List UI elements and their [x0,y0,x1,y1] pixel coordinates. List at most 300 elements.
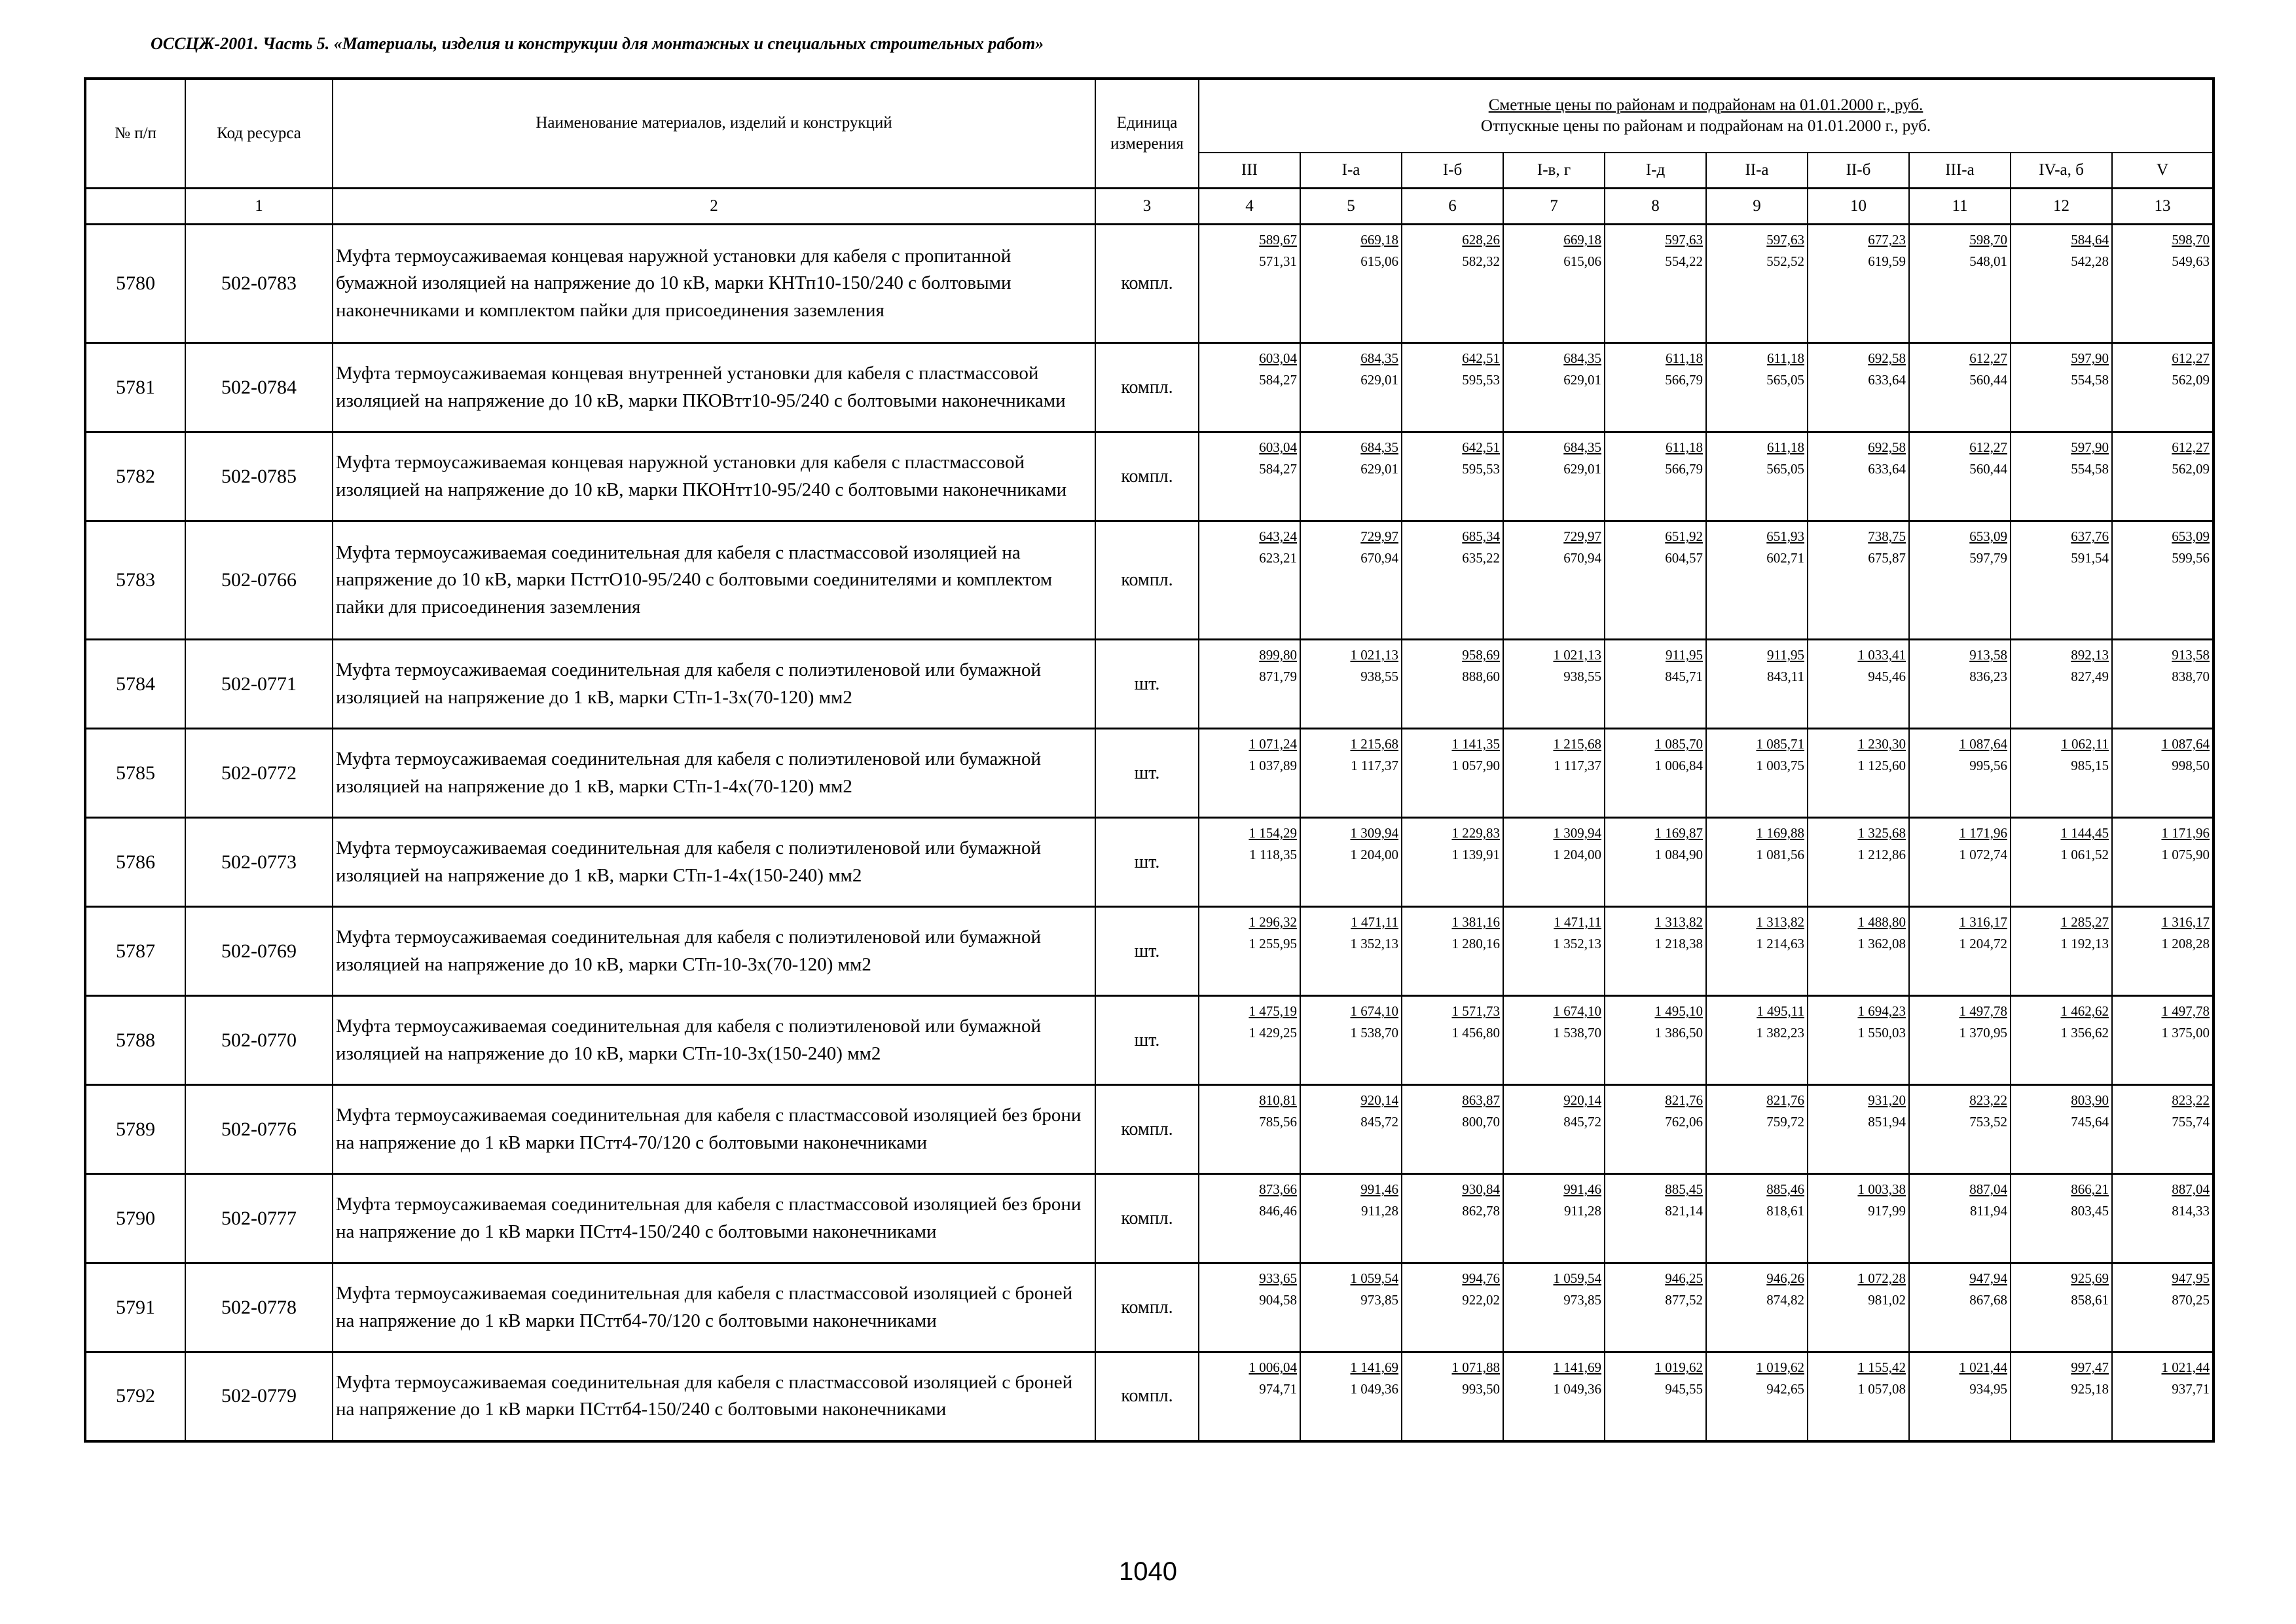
price-cell [1706,432,1808,521]
estimate-price: 958,69 [1462,647,1500,663]
estimate-price: 1 033,41 [1857,647,1906,663]
column-number: 12 [2011,189,2112,225]
release-price: 1 255,95 [1248,935,1297,951]
release-price: 1 204,72 [1959,935,2007,951]
unit-of-measure: шт. [1095,640,1199,729]
price-cell [1808,818,1909,907]
price-cell [1199,996,1300,1085]
release-price: 845,72 [1360,1113,1398,1130]
estimate-price: 685,34 [1462,528,1500,544]
price-cell [1300,640,1402,729]
release-price: 851,94 [1868,1113,1906,1130]
release-price: 1 117,37 [1554,757,1601,773]
price-cell [1402,907,1503,996]
item-name: Муфта термоусаживаемая соединительная для кабеля с пластмассовой изоляцией без брони на напряжение до 1 кВ марки ПСтт4-150/240 с болтовыми наконечниками [333,1174,1095,1263]
price-cell [1909,343,2011,432]
price-cell [1909,1263,2011,1352]
price-cell [1402,343,1503,432]
estimate-price: 930,84 [1462,1181,1500,1197]
release-price: 1 049,36 [1553,1380,1601,1397]
price-cell [1605,1174,1706,1263]
price-cell [1605,1352,1706,1441]
table-row [85,818,2214,907]
estimate-price: 1 019,62 [1756,1359,1804,1375]
release-price: 1 204,00 [1350,846,1398,862]
estimate-price: 913,58 [1969,647,2007,663]
release-price: 981,02 [1868,1291,1906,1308]
estimate-price: 1 155,42 [1857,1359,1906,1375]
estimate-price: 1 144,45 [2060,825,2109,841]
header-code: Код ресурса [185,79,333,189]
estimate-price: 1 694,23 [1857,1003,1906,1019]
unit-of-measure: компл. [1095,432,1199,521]
estimate-price: 1 085,70 [1654,736,1703,752]
release-price: 995,56 [1969,757,2007,773]
release-price: 1 382,23 [1756,1024,1804,1041]
estimate-price: 669,18 [1563,232,1601,248]
table-row [85,1263,2214,1352]
estimate-price: 597,63 [1665,232,1703,248]
estimate-price: 611,18 [1666,439,1703,455]
estimate-price: 991,46 [1360,1181,1398,1197]
price-cell [1706,225,1808,343]
estimate-price: 1 571,73 [1451,1003,1500,1019]
release-price: 904,58 [1259,1291,1297,1308]
release-price: 937,71 [2172,1380,2210,1397]
price-cell [1605,996,1706,1085]
item-name: Муфта термоусаживаемая соединительная для кабеля с полиэтиленовой или бумажной изоляцией на напряжение до 10 кВ, марки СТп-10-3х(150-240) мм2 [333,996,1095,1085]
release-price: 973,85 [1360,1291,1398,1308]
estimate-price: 920,14 [1360,1092,1398,1108]
row-number: 5787 [85,907,185,996]
header-release-prices: Отпускные цены по районам и подрайонам на 01.01.2000 г., руб. [1480,117,1931,135]
release-price: 554,58 [2071,371,2109,388]
price-cell [2011,1352,2112,1441]
price-cell [1503,521,1605,640]
price-cell [1808,1352,1909,1441]
price-cell [1909,640,2011,729]
release-price: 1 280,16 [1451,935,1500,951]
release-price: 1 208,28 [2161,935,2210,951]
release-price: 549,63 [2172,253,2210,269]
estimate-price: 1 141,69 [1350,1359,1398,1375]
release-price: 922,02 [1462,1291,1500,1308]
price-cell [1909,907,2011,996]
price-cell [1199,343,1300,432]
release-price: 785,56 [1259,1113,1297,1130]
price-cell [1503,1352,1605,1441]
release-price: 629,01 [1563,460,1601,477]
price-cell [1909,225,2011,343]
estimate-price: 946,25 [1665,1270,1703,1286]
resource-code: 502-0785 [185,432,333,521]
price-cell [1909,818,2011,907]
estimate-price: 684,35 [1360,439,1398,455]
price-cell [1199,729,1300,818]
estimate-price: 612,27 [1969,350,2007,366]
estimate-price: 1 021,13 [1553,647,1601,663]
release-price: 938,55 [1360,668,1398,684]
page-number: 1040 [1119,1557,1177,1586]
price-cell [1808,640,1909,729]
release-price: 562,09 [2172,371,2210,388]
release-price: 591,54 [2071,549,2109,566]
table-row [85,1174,2214,1263]
price-cell [2011,343,2112,432]
price-cell [2112,343,2214,432]
release-price: 1 456,80 [1451,1024,1500,1041]
resource-code: 502-0783 [185,225,333,343]
estimate-price: 997,47 [2071,1359,2109,1375]
release-price: 1 057,08 [1857,1380,1906,1397]
column-number: 6 [1402,189,1503,225]
release-price: 554,22 [1665,253,1703,269]
price-cell [1199,818,1300,907]
price-cell [1402,818,1503,907]
release-price: 1 550,03 [1857,1024,1906,1041]
column-number: 4 [1199,189,1300,225]
estimate-price: 899,80 [1259,647,1297,663]
release-price: 818,61 [1766,1202,1804,1219]
release-price: 1 204,00 [1553,846,1601,862]
release-price: 1 081,56 [1756,846,1804,862]
price-cell [1300,343,1402,432]
unit-of-measure: компл. [1095,225,1199,343]
estimate-price: 598,70 [1969,232,2007,248]
price-cell [1706,343,1808,432]
price-cell [1402,996,1503,1085]
estimate-price: 1 316,17 [1959,914,2007,930]
price-cell [1199,907,1300,996]
estimate-price: 1 285,27 [2060,914,2109,930]
price-cell [2011,225,2112,343]
item-name: Муфта термоусаживаемая соединительная для кабеля с полиэтиленовой или бумажной изоляцией на напряжение до 10 кВ, марки СТп-10-3х(70-120) мм2 [333,907,1095,996]
table-row [85,1352,2214,1441]
price-cell [1605,343,1706,432]
price-cell [1402,225,1503,343]
resource-code: 502-0773 [185,818,333,907]
estimate-price: 653,09 [2172,528,2210,544]
estimate-price: 1 674,10 [1553,1003,1601,1019]
release-price: 552,52 [1766,253,1804,269]
release-price: 554,58 [2071,460,2109,477]
item-name: Муфта термоусаживаемая соединительная для кабеля с полиэтиленовой или бумажной изоляцией на напряжение до 1 кВ, марки СТп-1-3х(70-120) мм2 [333,640,1095,729]
release-price: 1 386,50 [1654,1024,1703,1041]
price-cell [1909,1085,2011,1174]
release-price: 623,21 [1259,549,1297,566]
price-cell [1706,640,1808,729]
estimate-price: 991,46 [1563,1181,1601,1197]
estimate-price: 933,65 [1259,1270,1297,1286]
estimate-price: 823,22 [2172,1092,2210,1108]
release-price: 945,55 [1665,1380,1703,1397]
release-price: 911,28 [1361,1202,1398,1219]
price-cell [1503,343,1605,432]
price-cell [2112,640,2214,729]
estimate-price: 887,04 [2172,1181,2210,1197]
release-price: 877,52 [1665,1291,1703,1308]
estimate-price: 863,87 [1462,1092,1500,1108]
estimate-price: 628,26 [1462,232,1500,248]
estimate-price: 612,27 [2172,350,2210,366]
estimate-price: 692,58 [1868,439,1906,455]
release-price: 1 037,89 [1248,757,1297,773]
estimate-price: 887,04 [1969,1181,2007,1197]
estimate-price: 1 087,64 [2161,736,2210,752]
price-cell [1503,818,1605,907]
price-cell [1605,225,1706,343]
price-cell [1300,818,1402,907]
estimate-price: 1 169,88 [1756,825,1804,841]
release-price: 560,44 [1969,460,2007,477]
price-cell [1909,432,2011,521]
release-price: 595,53 [1462,460,1500,477]
release-price: 629,01 [1360,371,1398,388]
estimate-price: 1 471,11 [1554,914,1601,930]
price-cell [1808,225,1909,343]
resource-code: 502-0769 [185,907,333,996]
estimate-price: 946,26 [1766,1270,1804,1286]
price-cell [1808,343,1909,432]
estimate-price: 1 316,17 [2161,914,2210,930]
release-price: 1 075,90 [2161,846,2210,862]
price-cell [1706,818,1808,907]
price-cell [1605,1085,1706,1174]
release-price: 584,27 [1259,371,1297,388]
release-price: 858,61 [2071,1291,2109,1308]
estimate-price: 1 229,83 [1451,825,1500,841]
estimate-price: 821,76 [1766,1092,1804,1108]
price-cell [2112,521,2214,640]
release-price: 565,05 [1766,371,1804,388]
price-cell [1909,729,2011,818]
release-price: 566,79 [1665,460,1703,477]
estimate-price: 947,94 [1969,1270,2007,1286]
column-number: 11 [1909,189,2011,225]
column-number: 8 [1605,189,1706,225]
estimate-price: 1 021,44 [1959,1359,2007,1375]
price-cell [2112,1174,2214,1263]
region-header: I-в, г [1503,153,1605,189]
estimate-price: 642,51 [1462,350,1500,366]
release-price: 602,71 [1766,549,1804,566]
price-cell [1199,1174,1300,1263]
price-cell [2011,432,2112,521]
estimate-price: 885,45 [1665,1181,1703,1197]
price-cell [2112,818,2214,907]
estimate-price: 684,35 [1563,350,1601,366]
release-price: 974,71 [1259,1380,1297,1397]
estimate-price: 1 674,10 [1350,1003,1398,1019]
column-number: 10 [1808,189,1909,225]
table-row [85,343,2214,432]
estimate-price: 931,20 [1868,1092,1906,1108]
table-row [85,996,2214,1085]
release-price: 633,64 [1868,460,1906,477]
region-header: I-б [1402,153,1503,189]
estimate-price: 1 072,28 [1857,1270,1906,1286]
release-price: 1 118,35 [1249,846,1297,862]
price-cell [1706,1174,1808,1263]
release-price: 584,27 [1259,460,1297,477]
release-price: 1 352,13 [1553,935,1601,951]
estimate-price: 1 141,69 [1553,1359,1601,1375]
price-cell [1808,996,1909,1085]
price-cell [1808,907,1909,996]
estimate-price: 1 006,04 [1248,1359,1297,1375]
price-cell [2011,818,2112,907]
price-cell [1503,1085,1605,1174]
row-number: 5784 [85,640,185,729]
release-price: 755,74 [2172,1113,2210,1130]
release-price: 874,82 [1766,1291,1804,1308]
price-cell [1503,640,1605,729]
release-price: 845,71 [1665,668,1703,684]
item-name: Муфта термоусаживаемая соединительная для кабеля с пластмассовой изоляцией на напряжение до 10 кВ, марки ПсттО10-95/240 с болтовыми соединителями и комплектом пайки для присоединения заземления [333,521,1095,640]
price-cell [1300,996,1402,1085]
estimate-price: 1 087,64 [1959,736,2007,752]
price-cell [1503,1174,1605,1263]
estimate-price: 1 021,13 [1350,647,1398,663]
release-price: 911,28 [1564,1202,1601,1219]
item-name: Муфта термоусаживаемая соединительная для кабеля с пластмассовой изоляцией без брони на напряжение до 1 кВ марки ПСтт4-70/120 с болтовыми наконечниками [333,1085,1095,1174]
release-price: 599,56 [2172,549,2210,566]
price-cell [1300,1085,1402,1174]
release-price: 1 049,36 [1350,1380,1398,1397]
price-cell [1199,521,1300,640]
column-number: 9 [1706,189,1808,225]
price-cell [2011,996,2112,1085]
price-cell [1199,640,1300,729]
release-price: 811,94 [1970,1202,2007,1219]
table-row [85,729,2214,818]
release-price: 1 192,13 [2060,935,2109,951]
release-price: 934,95 [1969,1380,2007,1397]
release-price: 604,57 [1665,549,1703,566]
price-cell [1300,1352,1402,1441]
price-cell [2112,1263,2214,1352]
release-price: 635,22 [1462,549,1500,566]
price-cell [1402,1352,1503,1441]
price-cell [2011,1263,2112,1352]
estimate-price: 1 169,87 [1654,825,1703,841]
price-cell [1503,907,1605,996]
resource-code: 502-0772 [185,729,333,818]
release-price: 845,72 [1563,1113,1601,1130]
release-price: 582,32 [1462,253,1500,269]
estimate-price: 669,18 [1360,232,1398,248]
price-cell [1300,729,1402,818]
release-price: 827,49 [2071,668,2109,684]
price-cell [2112,1352,2214,1441]
price-cell [1808,432,1909,521]
unit-of-measure: компл. [1095,343,1199,432]
region-header: IV-а, б [2011,153,2112,189]
estimate-price: 1 141,35 [1451,736,1500,752]
release-price: 629,01 [1360,460,1398,477]
estimate-price: 1 309,94 [1350,825,1398,841]
price-cell [1503,1263,1605,1352]
column-number: 13 [2112,189,2214,225]
row-number: 5789 [85,1085,185,1174]
estimate-price: 642,51 [1462,439,1500,455]
unit-of-measure: компл. [1095,1174,1199,1263]
estimate-price: 603,04 [1259,439,1297,455]
release-price: 945,46 [1868,668,1906,684]
release-price: 571,31 [1259,253,1297,269]
price-cell [1402,729,1503,818]
release-price: 1 084,90 [1654,846,1703,862]
release-price: 1 362,08 [1857,935,1906,951]
estimate-price: 611,18 [1767,350,1804,366]
price-cell [1808,1263,1909,1352]
estimate-price: 1 171,96 [1959,825,2007,841]
release-price: 548,01 [1969,253,2007,269]
estimate-price: 589,67 [1259,232,1297,248]
estimate-price: 1 215,68 [1350,736,1398,752]
document-header: ОССЦЖ-2001. Часть 5. «Материалы, изделия и конструкции для монтажных и специальных строительных работ» [151,34,1044,53]
price-cell [1909,1352,2011,1441]
price-cell [2011,1174,2112,1263]
release-price: 1 429,25 [1248,1024,1297,1041]
price-cell [1503,225,1605,343]
estimate-price: 920,14 [1563,1092,1601,1108]
unit-of-measure: шт. [1095,996,1199,1085]
release-price: 759,72 [1766,1113,1804,1130]
item-name: Муфта термоусаживаемая соединительная для кабеля с полиэтиленовой или бумажной изоляцией на напряжение до 1 кВ, марки СТп-1-4х(70-120) мм2 [333,729,1095,818]
header-name: Наименование материалов, изделий и конструкций [333,79,1095,189]
estimate-price: 892,13 [2071,647,2109,663]
release-price: 867,68 [1969,1291,2007,1308]
estimate-price: 677,23 [1868,232,1906,248]
release-price: 1 370,95 [1959,1024,2007,1041]
release-price: 542,28 [2071,253,2109,269]
estimate-price: 1 497,78 [2161,1003,2210,1019]
price-cell [2011,907,2112,996]
estimate-price: 729,97 [1563,528,1601,544]
column-number: 3 [1095,189,1199,225]
release-price: 1 356,62 [2060,1024,2109,1041]
estimate-price: 1 325,68 [1857,825,1906,841]
price-cell [1706,1085,1808,1174]
resource-code: 502-0776 [185,1085,333,1174]
estimate-price: 1 062,11 [2061,736,2109,752]
estimate-price: 738,75 [1868,528,1906,544]
price-cell [2112,1085,2214,1174]
resource-code: 502-0778 [185,1263,333,1352]
region-header: I-д [1605,153,1706,189]
release-price: 1 139,91 [1451,846,1500,862]
estimate-price: 1 296,32 [1248,914,1297,930]
row-number: 5786 [85,818,185,907]
row-number: 5780 [85,225,185,343]
release-price: 1 214,63 [1756,935,1804,951]
resource-code: 502-0766 [185,521,333,640]
price-cell [1909,1174,2011,1263]
estimate-price: 1 475,19 [1248,1003,1297,1019]
price-cell [1402,1174,1503,1263]
release-price: 633,64 [1868,371,1906,388]
estimate-price: 1 309,94 [1553,825,1601,841]
estimate-price: 1 462,62 [2060,1003,2109,1019]
estimate-price: 1 488,80 [1857,914,1906,930]
table-row [85,521,2214,640]
item-name: Муфта термоусаживаемая соединительная для кабеля с пластмассовой изоляцией с броней на напряжение до 1 кВ марки ПСттб4-150/240 с болтовыми наконечниками [333,1352,1095,1441]
release-price: 1 072,74 [1959,846,2007,862]
release-price: 1 538,70 [1553,1024,1601,1041]
price-cell [1503,729,1605,818]
estimate-price: 603,04 [1259,350,1297,366]
